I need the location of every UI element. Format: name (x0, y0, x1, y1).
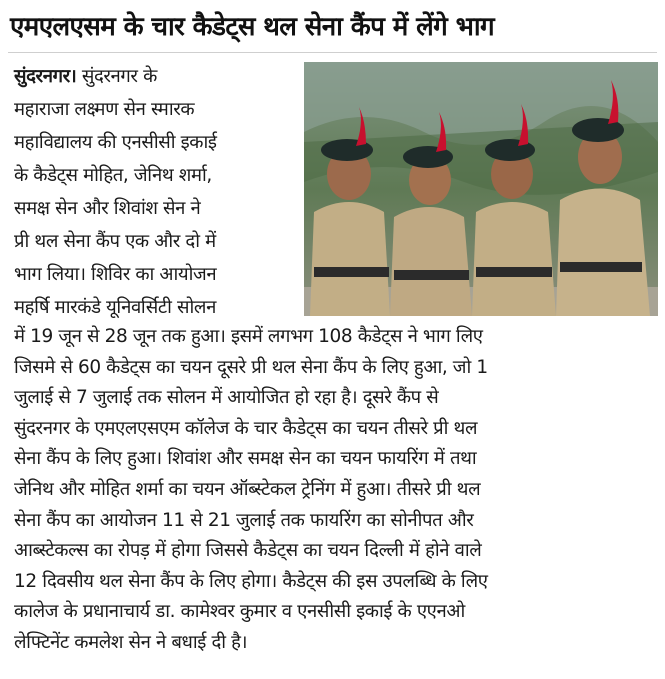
lead-line-1 (14, 60, 296, 93)
lead-line-7: भाग लिया। शिविर का आयोजन (14, 264, 217, 285)
body-line-11: लेफ्टिनेंट कमलेश सेन ने बधाई दी है। (14, 631, 248, 653)
body-line-5: सेना कैंप के लिए हुआ। शिवांश और समक्ष सेन का चयन फायरिंग में तथा (14, 448, 477, 470)
lead-line-8: महर्षि मारकंडे यूनिवर्सिटी सोलन (14, 297, 216, 318)
headline-divider (8, 52, 657, 53)
body-line-9: 12 दिवसीय थल सेना कैंप के लिए होगा। कैडेट्स की इस उपलब्धि के लिए (14, 570, 488, 592)
dateline: सुंदरनगर। (14, 66, 77, 87)
body-line-3: जुलाई से 7 जुलाई तक सोलन में आयोजित हो रहा है। दूसरे कैंप से (14, 387, 439, 409)
lead-line-2: महाराजा लक्ष्मण सेन स्मारक (14, 99, 195, 120)
lead-line-5: समक्ष सेन और शिवांश सेन ने (14, 198, 201, 219)
lead-line-6: प्री थल सेना कैंप एक और दो में (14, 231, 216, 252)
body-line-7: सेना कैंप का आयोजन 11 से 21 जुलाई तक फायरिंग का सोनीपत और (14, 509, 474, 531)
article-lead-column (14, 60, 296, 324)
cadets-photo-illustration (304, 62, 658, 316)
body-line-6: जेनिथ और मोहित शर्मा का चयन ऑब्स्टेकल ट्रेनिंग में हुआ। तीसरे प्री थल (14, 478, 481, 500)
body-line-10: कालेज के प्रधानाचार्य डा. कामेश्वर कुमार व एनसीसी इकाई के एएनओ (14, 601, 465, 623)
body-line-1: में 19 जून से 28 जून तक हुआ। इसमें लगभग 108 कैडेट्स ने भाग लिए (14, 326, 483, 347)
lead-line-4: के कैडेट्स मोहित, जेनिथ शर्मा, (14, 165, 212, 186)
body-line-8: आब्स्टेकल्स का रोपड़ में होगा जिससे कैडेट्स का चयन दिल्ली में होने वाले (14, 540, 482, 562)
body-line-2: जिसमे से 60 कैडेट्स का चयन दूसरे प्री थल सेना कैंप के लिए हुआ, जो 1 (14, 356, 488, 378)
article-body (14, 322, 659, 659)
cadets-photo (304, 62, 658, 316)
lead-line-3: महाविद्यालय की एनसीसी इकाई (14, 132, 217, 153)
headline: एमएलएसम के चार कैडेट्स थल सेना कैंप में लेंगे भाग (10, 12, 495, 42)
lead-line-1-text: सुंदरनगर के (81, 66, 157, 87)
body-line-4: सुंदरनगर के एमएलएसएम कॉलेज के चार कैडेट्स का चयन तीसरे प्री थल (14, 417, 478, 439)
